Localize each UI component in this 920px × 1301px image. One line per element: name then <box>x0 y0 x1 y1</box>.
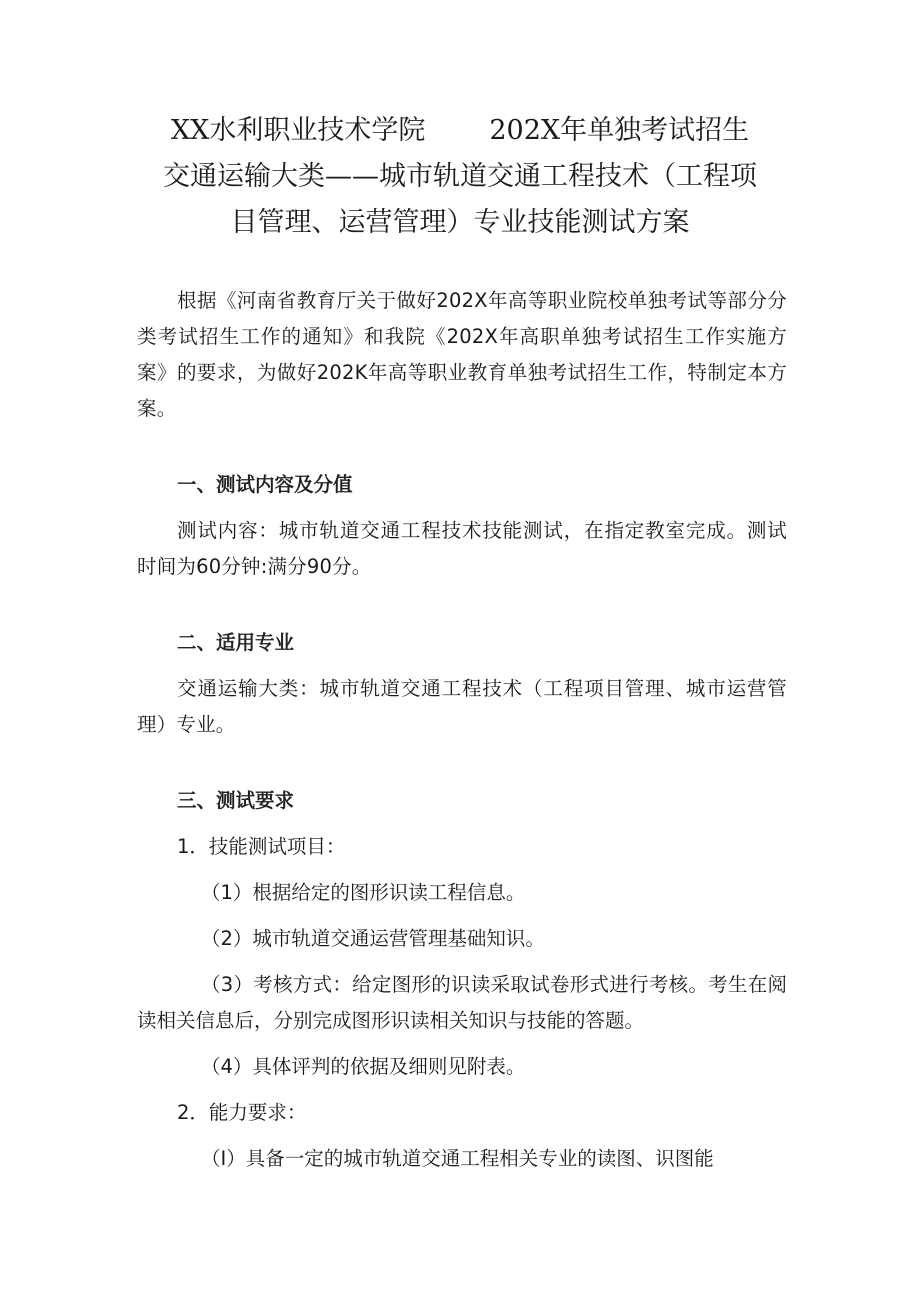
requirement-item-1: 1．技能测试项目： <box>177 835 346 858</box>
document-body <box>137 283 787 1177</box>
requirement-subitem: （3）考核方式：给定图形的识读采取试卷形式进行考核。考生在阅读相关信息后，分别完成图形识读相关知识与技能的答题。 <box>137 973 787 1032</box>
title-exam: 202X年单独考试招生 <box>489 115 750 146</box>
document-title <box>0 108 920 246</box>
section-2-body: 交通运输大类：城市轨道交通工程技术（工程项目管理、城市运营管理）专业。 <box>137 677 787 736</box>
requirement-item-2: 2．能力要求： <box>177 1101 307 1124</box>
title-line-3: 目管理、运营管理）专业技能测试方案 <box>230 207 690 238</box>
section-2-heading: 二、适用专业 <box>177 631 295 654</box>
requirement-subitem: （1）根据给定的图形识读工程信息。 <box>201 881 526 904</box>
title-school: XX水利职业技术学院 <box>170 115 426 146</box>
section-1-heading: 一、测试内容及分值 <box>177 473 353 496</box>
requirement-subitem: （2）城市轨道交通运营管理基础知识。 <box>201 927 545 950</box>
intro-paragraph: 根据《河南省教育厅关于做好202X年高等职业院校单独考试等部分分类考试招生工作的通知》和我院《202X年高职单独考试招生工作实施方案》的要求，为做好202K年高等职业教育单独考试招生工作，特制定本方案。 <box>137 289 787 420</box>
requirement-subitem: （4）具体评判的依据及细则见附表。 <box>201 1055 526 1078</box>
title-line-1 <box>0 108 920 154</box>
requirement-subitem: （I）具备一定的城市轨道交通工程相关专业的读图、识图能 <box>201 1147 714 1170</box>
title-line-2: 交通运输大类——城市轨道交通工程技术（工程项 <box>163 161 757 192</box>
section-3-heading: 三、测试要求 <box>177 789 295 812</box>
section-1-body: 测试内容：城市轨道交通工程技术技能测试，在指定教室完成。测试时间为60分钟:满分90分。 <box>137 519 787 578</box>
